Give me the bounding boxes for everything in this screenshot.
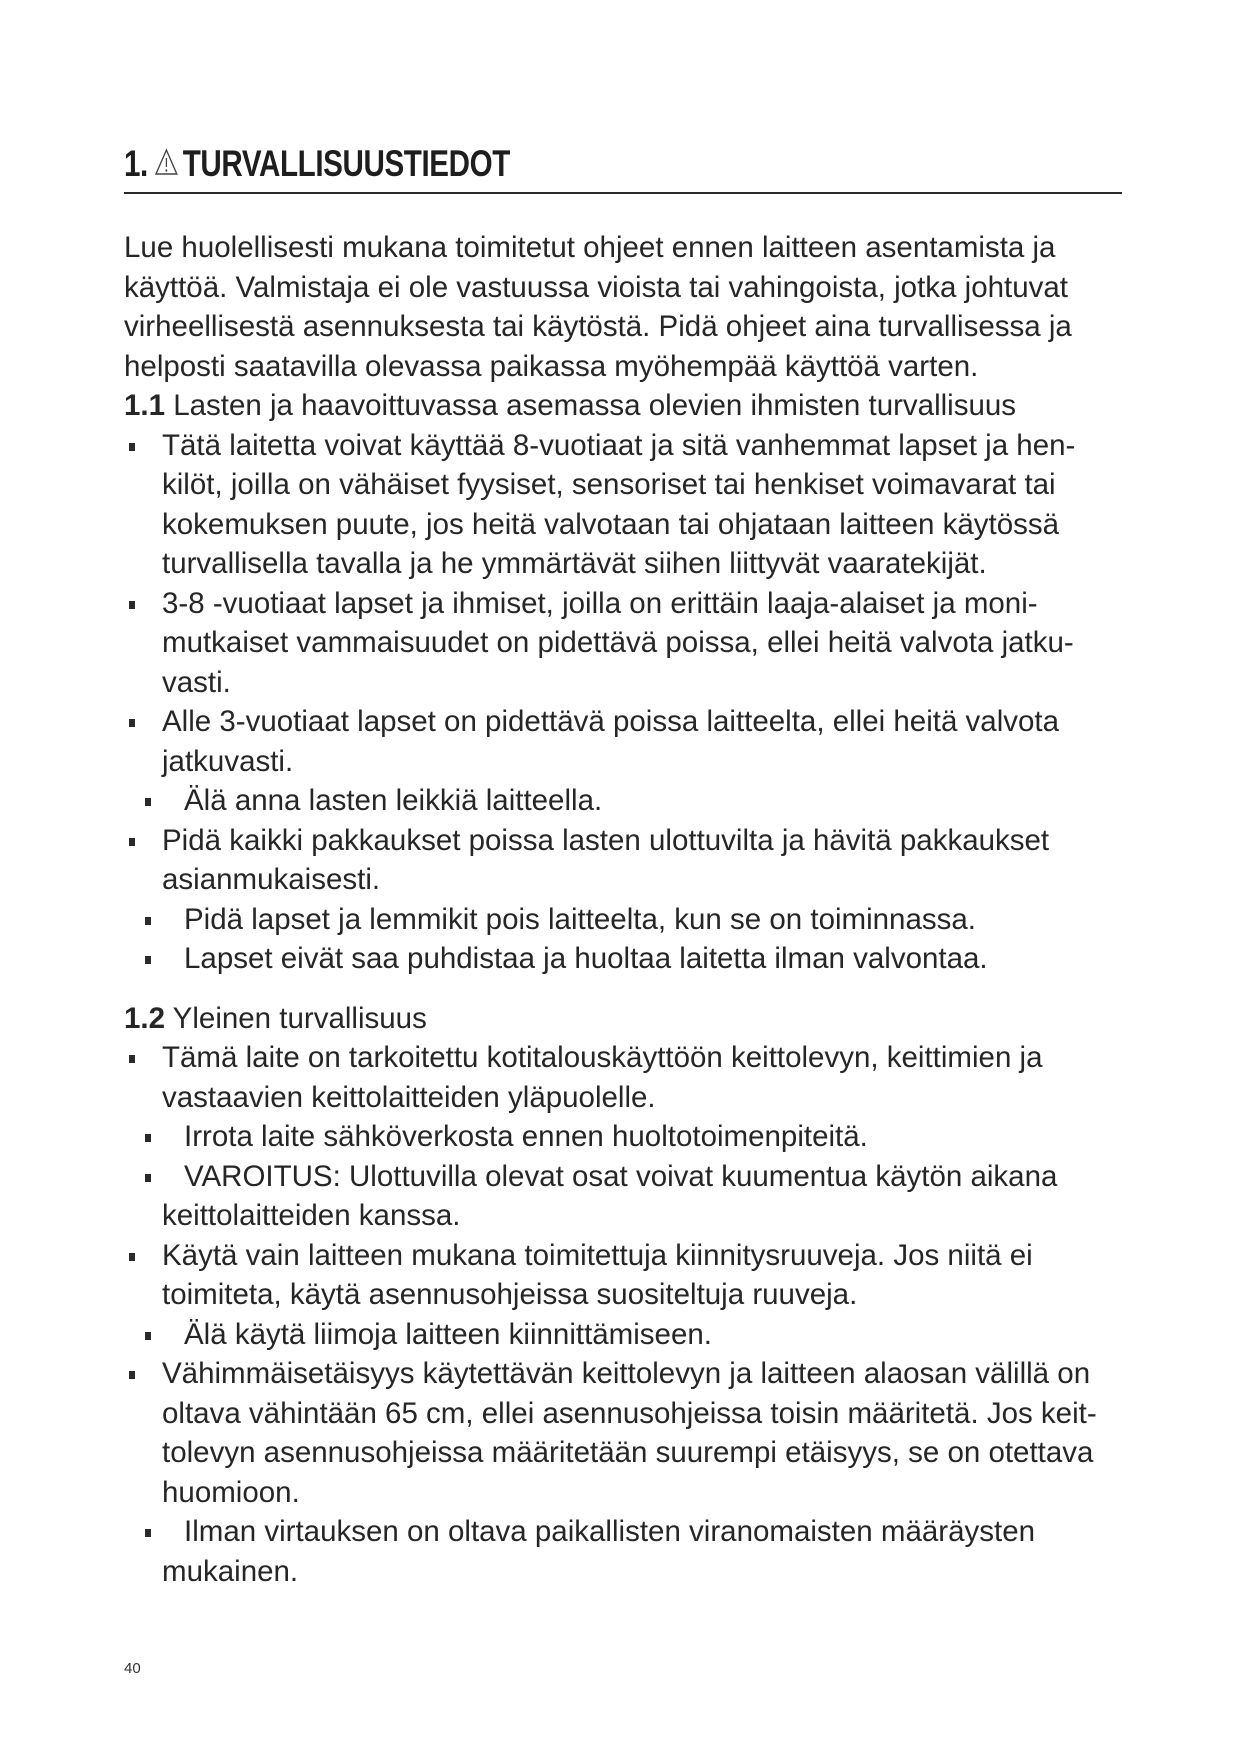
bullet-icon [129, 1253, 135, 1261]
list-item-line: Älä käytä liimoja laitteen kiinnittämiseen. [184, 1317, 712, 1351]
bullet-icon [145, 917, 151, 925]
bullet-icon [129, 1055, 135, 1063]
subsection-title: Lasten ja haavoittuvassa asemassa olevien ihmisten turvallisuus [165, 389, 1017, 422]
list-item-line: Alle 3-vuotiaat lapset on pidettävä poissa laitteelta, ellei heitä valvota [162, 705, 1060, 738]
page-number: 40 [124, 1660, 141, 1677]
list-item-line: 3-8 -vuotiaat lapset ja ihmiset, joilla on erittäin laaja-alaiset ja moni- [162, 586, 1038, 620]
bullet-icon [129, 1371, 135, 1379]
heading-number: 1. [124, 143, 148, 184]
list-item [124, 702, 1134, 781]
heading-title: TURVALLISUUSTIEDOT [182, 143, 510, 184]
intro-line: Lue huolellisesti mukana toimitetut ohjeet ennen laitteen asentamista ja [124, 231, 1056, 264]
bullet-icon [129, 443, 135, 451]
bullet-icon [145, 1332, 151, 1340]
heading-text [124, 143, 510, 185]
bullet-icon [145, 1134, 151, 1142]
subsection-number: 1.1 [124, 389, 166, 422]
list-item [124, 900, 1134, 940]
intro-paragraph [124, 228, 1134, 386]
subsection-heading-1-1 [124, 386, 1134, 426]
intro-line: käyttöä. Valmistaja ei ole vastuussa vioista tai vahingoista, jotka johtuvat [124, 270, 1068, 304]
subsection-heading-1-2 [124, 999, 1134, 1039]
bullet-icon [145, 1529, 151, 1537]
bullet-icon [145, 1174, 151, 1182]
subsection-title: Yleinen turvallisuus [165, 1001, 427, 1035]
list-item-line: keittolaitteiden kanssa. [162, 1199, 461, 1232]
list-item [124, 1354, 1134, 1512]
list-item-line: Pidä kaikki pakkaukset poissa lasten ulottuvilta ja hävitä pakkaukset [162, 823, 1050, 857]
bullet-icon [129, 719, 135, 727]
bullet-icon [145, 956, 151, 964]
list-item-line: Tämä laite on tarkoitettu kotitalouskäyttöön keittolevyn, keittimien ja [162, 1041, 1043, 1074]
list-item [124, 1315, 1134, 1355]
list-item-line: VAROITUS: Ulottuvilla olevat osat voivat kuumentua käytön aikana [184, 1159, 1058, 1193]
list-item-line: mutkaiset vammaisuudet on pidettävä poissa, ellei heitä valvota jatku- [162, 626, 1074, 659]
list-item [124, 1157, 1134, 1236]
list-item [124, 1512, 1134, 1591]
safety-list-general [124, 1038, 1134, 1591]
list-item-line: jatkuvasti. [162, 744, 294, 778]
list-item [124, 1038, 1134, 1117]
list-item-line: Ilman virtauksen on oltava paikallisten viranomaisten määräysten [184, 1515, 1036, 1548]
list-item-line: asianmukaisesti. [162, 863, 381, 896]
list-item-line: tolevyn asennusohjeissa määritetään suurempi etäisyys, se on otettava [162, 1436, 1094, 1469]
list-item-line: vasti. [162, 665, 231, 699]
list-item-line: vastaavien keittolaitteiden yläpuolelle. [162, 1080, 656, 1114]
intro-line: helposti saatavilla olevassa paikassa myöhempää käyttöä varten. [124, 349, 979, 383]
list-item-line: oltava vähintään 65 cm, ellei asennusohjeissa toisin määritetä. Jos keit- [162, 1396, 1097, 1430]
safety-list-children [124, 426, 1134, 979]
list-item-line: Älä anna lasten leikkiä laitteella. [184, 784, 603, 817]
list-item [124, 1236, 1134, 1315]
bullet-icon [129, 838, 135, 846]
list-item [124, 1117, 1134, 1157]
list-item [124, 584, 1134, 703]
document-body [124, 228, 1134, 1591]
list-item-line: Tätä laitetta voivat käyttää 8-vuotiaat ja sitä vanhemmat lapset ja hen- [162, 428, 1076, 462]
list-item-line: Vähimmäisetäisyys käytettävän keittolevyn ja laitteen alaosan välillä on [162, 1357, 1091, 1390]
list-item-line: turvallisella tavalla ja he ymmärtävät siihen liittyvät vaaratekijät. [162, 547, 987, 580]
list-item [124, 939, 1134, 979]
list-item-line: Irrota laite sähköverkosta ennen huoltotoimenpiteitä. [184, 1120, 868, 1153]
section-heading [124, 140, 1122, 194]
list-item-line: kilöt, joilla on vähäiset fyysiset, sensoriset tai henkiset voimavarat tai [162, 468, 1056, 501]
list-item [124, 426, 1134, 584]
list-item-line: Käytä vain laitteen mukana toimitettuja kiinnitysruuveja. Jos niitä ei [162, 1238, 1033, 1272]
list-item-line: mukainen. [162, 1554, 299, 1588]
list-item-line: Pidä lapset ja lemmikit pois laitteelta, kun se on toiminnassa. [184, 902, 976, 936]
bullet-icon [129, 601, 135, 609]
list-item-line: toimiteta, käytä asennusohjeissa suositeltuja ruuveja. [162, 1278, 858, 1311]
bullet-icon [145, 798, 151, 806]
section-gap [124, 979, 1134, 999]
list-item-line: Lapset eivät saa puhdistaa ja huoltaa laitetta ilman valvontaa. [184, 942, 988, 975]
warning-triangle-icon [154, 148, 178, 176]
list-item [124, 781, 1134, 821]
list-item-line: kokemuksen puute, jos heitä valvotaan tai ohjataan laitteen käytössä [162, 507, 1060, 541]
list-item-line: huomioon. [162, 1475, 300, 1509]
intro-line: virheellisestä asennuksesta tai käytöstä. Pidä ohjeet aina turvallisessa ja [124, 310, 1072, 343]
subsection-number: 1.2 [124, 1001, 166, 1035]
list-item [124, 821, 1134, 900]
